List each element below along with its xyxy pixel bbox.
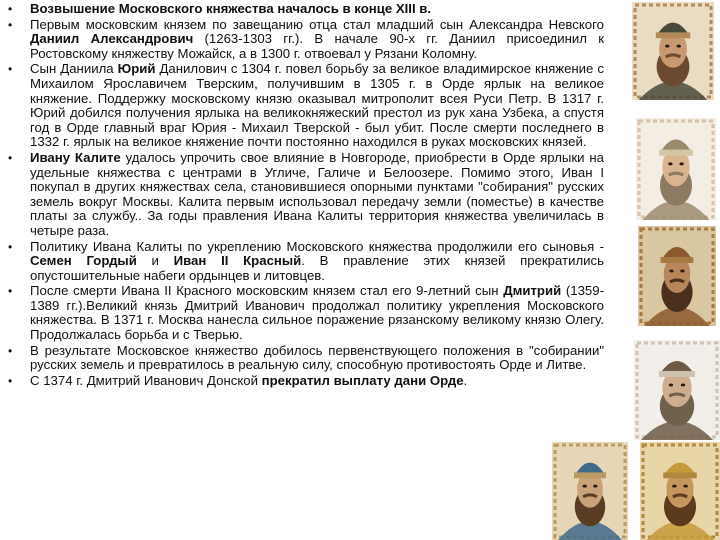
bold-text: Иван II Красный xyxy=(173,253,302,269)
bullet-item xyxy=(4,284,604,342)
body-text: Политику Ивана Калиты по укреплению Московского княжества продолжили его сыновья - xyxy=(30,238,604,254)
body-text: В результате Московское княжество добилось первенствующего положения в "собирании" русских земель и превратилось в реальную силу, способную противостоять Орде и Литве. xyxy=(30,342,604,373)
body-text: Данилович с 1304 г. повел борьбу за великое владимирское княжение с Михаилом Ярославичем Тверским, получившим в 1305 г. в Орде ярлык на великое княжение. Поддержку московскому князю оказывал митрополит всея Руси Петр. В 1317 г. Юрий добился получения ярлыка на великокняжеский престол из рук хана Узбека, а спустя год в Орде главный враг Юрия - Михаил Тверской - был убит. После смерти последнего в 1332 г. ярлык на великое княжение почти постоянно находился в руках московских князей. xyxy=(30,61,604,150)
bold-text: Семен Гордый xyxy=(30,253,137,269)
portrait-ivan-ii xyxy=(552,442,628,540)
portrait-image xyxy=(634,340,720,440)
portrait-daniil xyxy=(632,2,714,100)
body-text: После смерти Ивана II Красного московским князем стал его 9-летний сын xyxy=(30,283,504,299)
bullet-dot: • xyxy=(8,17,13,32)
bullet-dot: • xyxy=(8,284,13,299)
bullet-list xyxy=(4,2,604,389)
portrait-hat-band xyxy=(659,371,695,377)
body-text: и xyxy=(136,253,174,269)
portrait-ivan-kalita xyxy=(638,226,716,326)
portrait-eye xyxy=(593,485,597,488)
portrait-eye xyxy=(683,485,687,488)
body-text: . xyxy=(463,372,468,388)
portrait-image xyxy=(632,2,714,100)
portrait-image xyxy=(638,226,716,326)
bullet-item xyxy=(4,344,604,373)
portrait-eye xyxy=(665,45,669,48)
portrait-eye xyxy=(669,270,673,273)
bullet-dot: • xyxy=(8,150,13,165)
portrait-semen xyxy=(634,340,720,440)
body-text: Сын Даниила xyxy=(30,61,118,77)
bold-text: Ивану Калите xyxy=(30,149,121,165)
portrait-image xyxy=(552,442,628,540)
bullet-item xyxy=(4,18,604,62)
portrait-eye xyxy=(669,384,673,387)
portrait-hat-band xyxy=(663,472,697,478)
bold-text: прекратил выплату дани Орде xyxy=(261,372,464,388)
body-text: (1359-1389 гг.).Великий князь Дмитрий Иванович продолжал политику укрепления Московского княжества. В 1371 г. Москва нанесла сильное поражение рязанскому великому князю Олегу. Продолжалась борьба и с Тверью. xyxy=(30,283,604,343)
portrait-eye xyxy=(680,270,684,273)
bullet-dot: • xyxy=(8,2,13,16)
bullet-dot: • xyxy=(8,343,13,358)
portrait-eye xyxy=(672,485,676,488)
bullet-item xyxy=(4,62,604,150)
bullet-item xyxy=(4,2,604,17)
bullet-dot: • xyxy=(8,373,13,388)
bold-text: Даниил Александрович xyxy=(30,31,194,47)
bold-text: Дмитрий xyxy=(503,283,562,299)
portrait-hat-band xyxy=(659,150,693,156)
body-text: (1263-1303 гг.). В начале 90-х гг. Даниил присоединил к Ростовскому княжеству Можайск, а в 1300 г. отвоевал у Рязани Коломну. xyxy=(30,31,604,61)
bullet-dot: • xyxy=(8,239,13,254)
bullet-dot: • xyxy=(8,62,13,77)
body-text: . В правление этих князей прекратились опустошительные набеги ордынцев и литовцев. xyxy=(30,253,604,283)
portrait-image xyxy=(640,442,720,540)
bullet-item xyxy=(4,374,604,389)
portrait-eye xyxy=(668,162,672,165)
body-text: удалось упрочить свое влияние в Новгороде, приобрести в Орде ярлыки на удельные княжества с центрами в Угличе, Галиче и Белоозере. Помимо этого, Иван I покупал в других княжествах села, становившиеся опорными пунктами "собирания" русских земель вокруг Москвы. Калита первым использовал передачу земли (поместье) в качестве платы за службу.. За годы правления Ивана Калиты территория княжества увеличилась в четыре раза. xyxy=(30,149,604,238)
portrait-hat-band xyxy=(656,32,690,38)
bold-text: Юрий xyxy=(117,61,156,77)
portrait-yuri xyxy=(636,118,716,220)
body-text: Первым московским князем по завещанию отца стал младший сын Александра Невского xyxy=(30,16,604,32)
portrait-eye xyxy=(679,162,683,165)
portrait-hat-band xyxy=(661,257,694,263)
portrait-eye xyxy=(582,485,586,488)
bullet-item xyxy=(4,151,604,239)
portrait-eye xyxy=(681,384,685,387)
bold-text: Возвышение Московского княжества началось в конце XIII в. xyxy=(30,1,432,16)
body-text: С 1374 г. Дмитрий Иванович Донской xyxy=(30,372,262,388)
portrait-image xyxy=(636,118,716,220)
portrait-eye xyxy=(677,45,681,48)
portrait-hat-band xyxy=(574,472,606,478)
portrait-dmitry xyxy=(640,442,720,540)
bullet-item xyxy=(4,240,604,284)
